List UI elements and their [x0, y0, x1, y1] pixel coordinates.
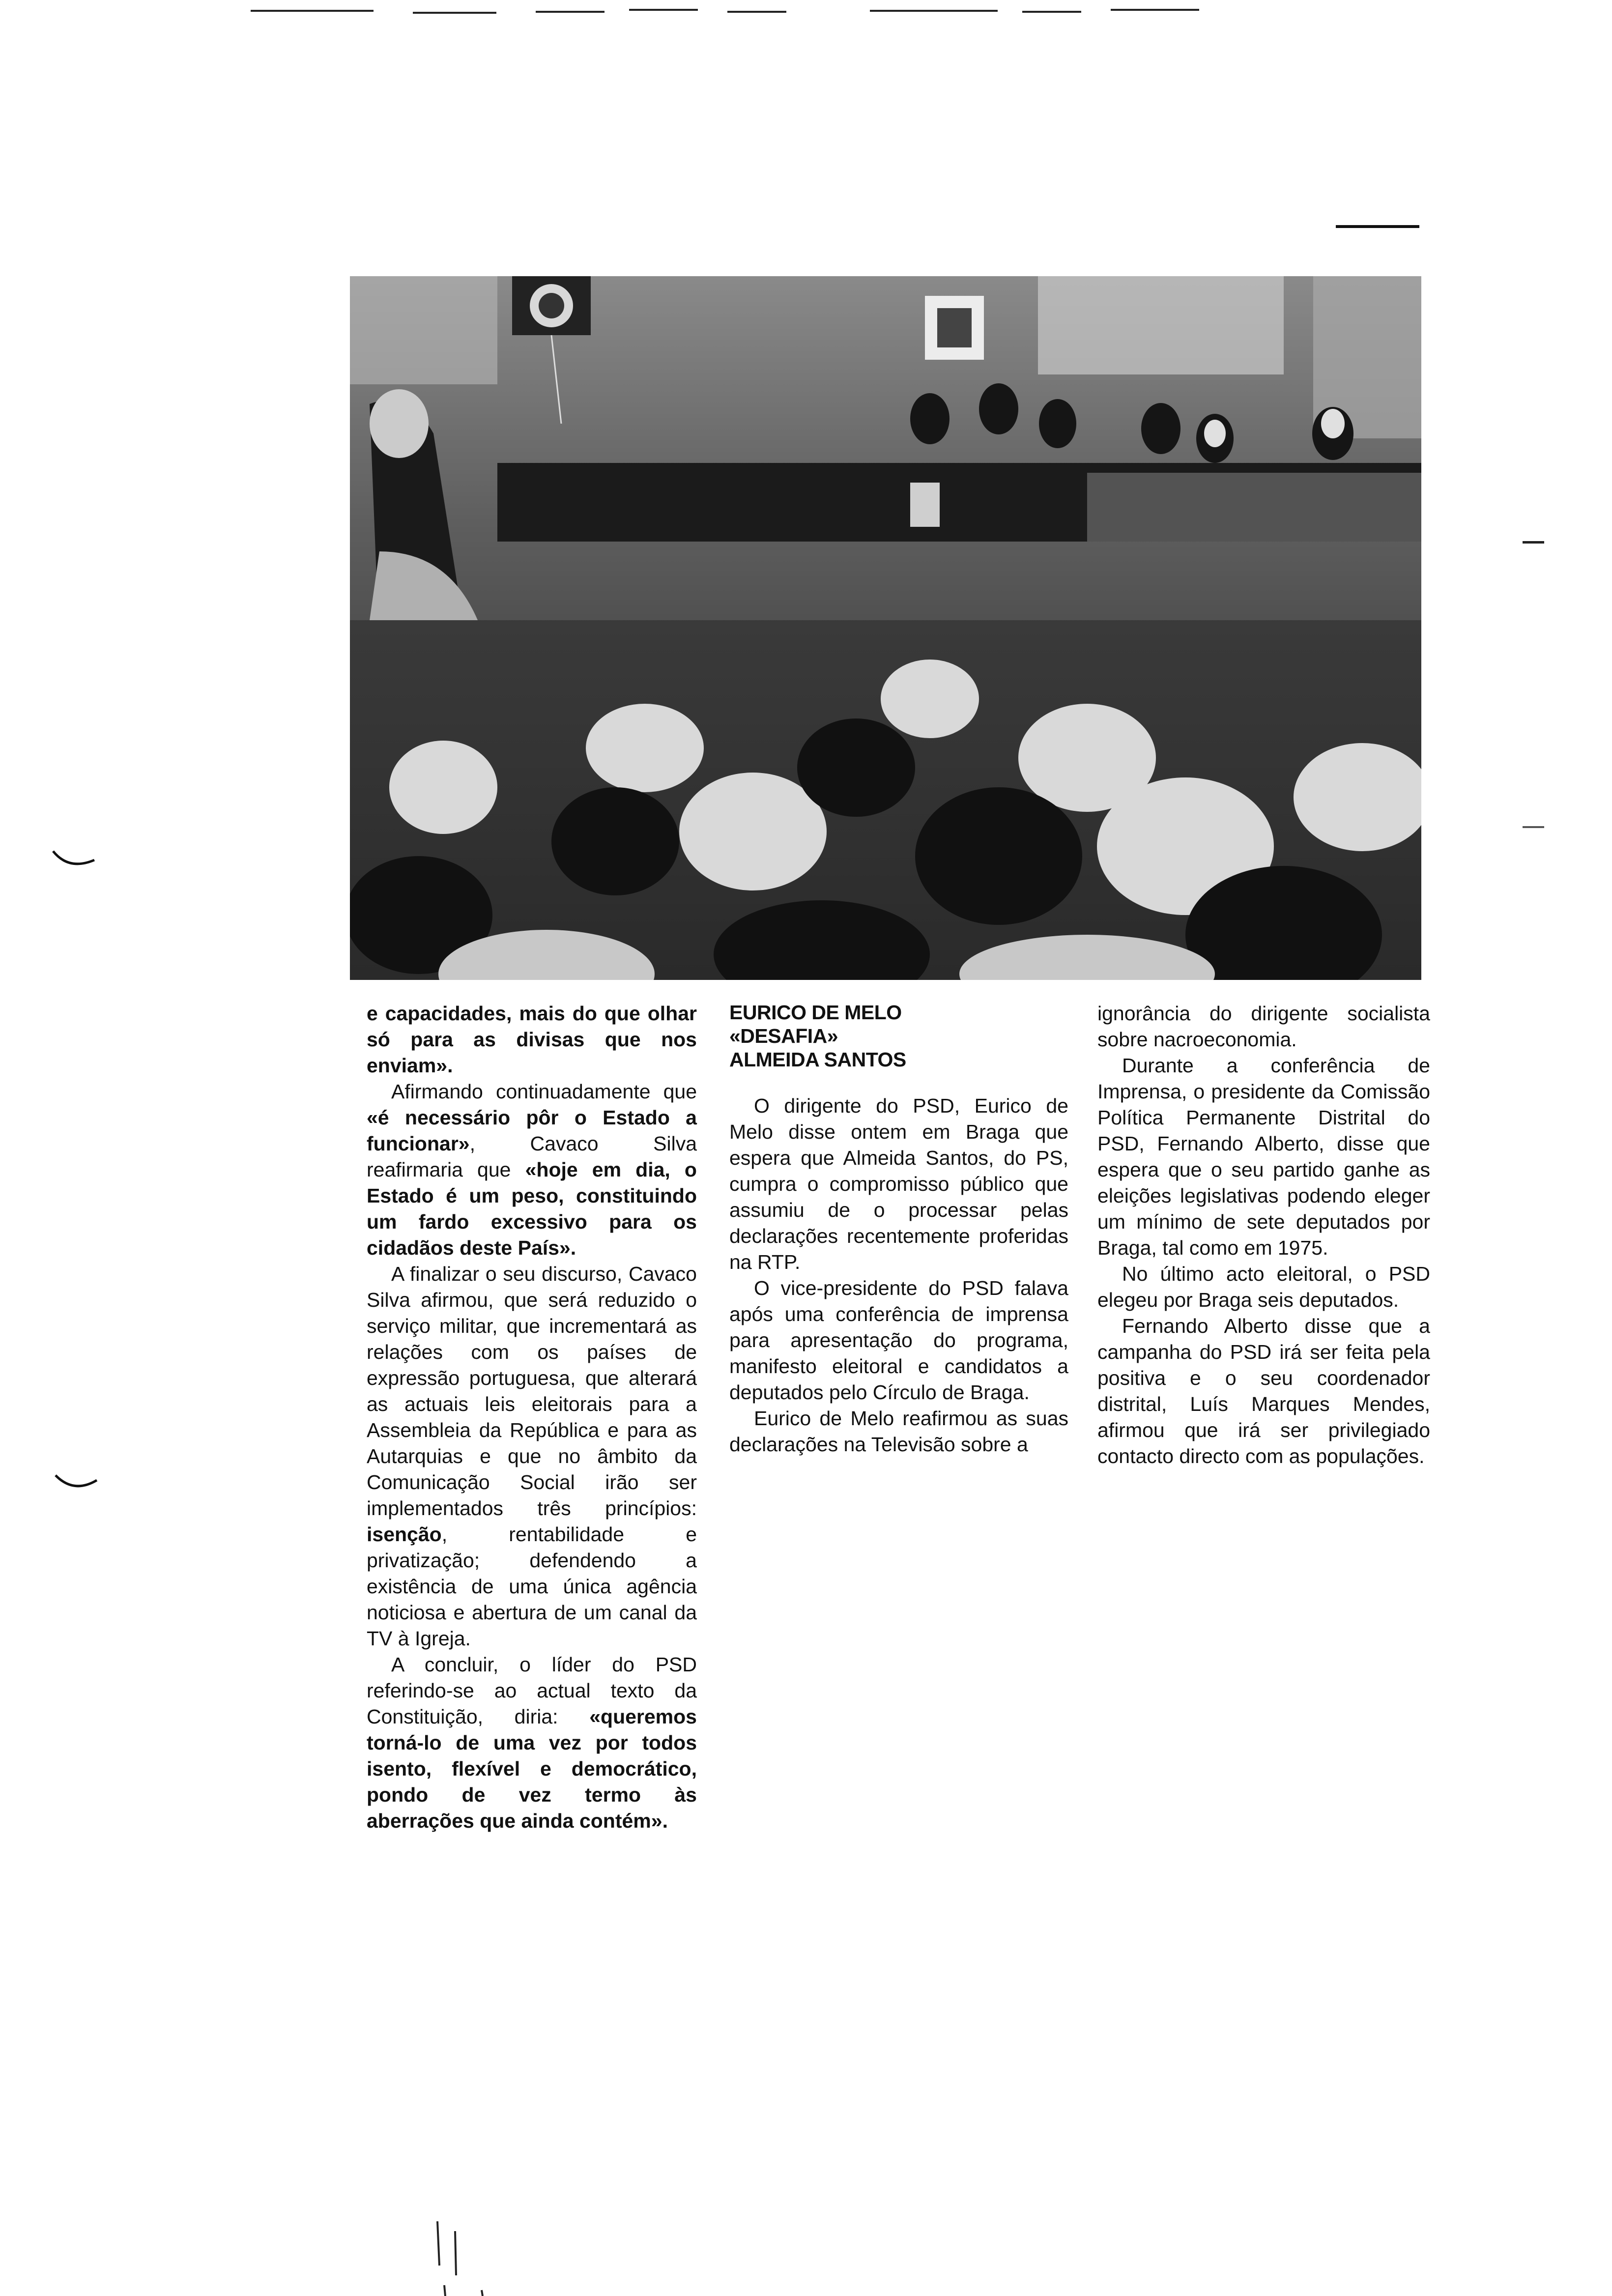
margin-curve-mark — [52, 1469, 101, 1499]
col1-paragraph: e capacidades, mais do que olhar só para as divisas que nos enviam». — [367, 1002, 697, 1077]
section-headline: EURICO DE MELO «DESAFIA» ALMEIDA SANTOS — [729, 1001, 906, 1071]
col3-paragraph: Fernando Alberto disse que a campanha do PSD irá ser feita pela positiva e o seu coordenador distrital, Luís Marques Mendes, afirmou que irá ser privilegiado contacto directo com as populações. — [1097, 1315, 1430, 1467]
col3-paragraph: Durante a conferência de Imprensa, o presidente da Comissão Política Permanente Distrital do PSD, Fernando Alberto, disse que espera que o seu partido ganhe as eleições legislativas podendo eleger um mínimo de sete deputados por Braga, tal como em 1975. — [1097, 1054, 1430, 1259]
col1-paragraph: A concluir, o líder do PSD referindo-se ao actual texto da Constituição, diria: «queremos torná-lo de uma vez por todos isento, flexível e democrático, pondo de vez termo às aberrações que ainda contém». — [367, 1653, 697, 1832]
article-column-1 — [367, 1001, 697, 1834]
col2-paragraph: O vice-presidente do PSD falava após uma conferência de imprensa para apresentação do programa, manifesto eleitoral e candidatos a deputados pelo Círculo de Braga. — [729, 1277, 1068, 1404]
col2-paragraph: O dirigente do PSD, Eurico de Melo disse ontem em Braga que espera que Almeida Santos, do PS, cumpra o compromisso público que assumiu de o processar pelas declarações recentemente proferidas na RTP. — [729, 1094, 1068, 1273]
scan-bottom-marks — [428, 2221, 496, 2296]
margin-dash-right — [1523, 826, 1544, 828]
col2-paragraph: Eurico de Melo reafirmou as suas declarações na Televisão sobre a — [729, 1407, 1068, 1456]
news-photo — [350, 276, 1421, 980]
margin-curve-mark — [49, 845, 98, 875]
col3-paragraph: ignorância do dirigente socialista sobre nacroeconomia. — [1097, 1002, 1430, 1051]
article-column-3 — [1097, 1001, 1430, 1469]
margin-rule-top-right — [1336, 225, 1419, 228]
col1-paragraph: Afirmando continuadamente que «é necessário pôr o Estado a funcionar», Cavaco Silva reafirmaria que «hoje em dia, o Estado é um peso, constituindo um fardo excessivo para os cidadãos deste País». — [367, 1080, 697, 1259]
article-column-2 — [729, 1001, 1068, 1458]
col3-paragraph: No último acto eleitoral, o PSD elegeu por Braga seis deputados. — [1097, 1263, 1430, 1311]
margin-dash-right — [1523, 541, 1544, 544]
scan-top-edge-marks — [0, 0, 1612, 20]
col1-paragraph: A finalizar o seu discurso, Cavaco Silva afirmou, que será reduzido o serviço militar, que incrementará as relações com os países de expressão portuguesa, que alterará as actuais leis eleitorais para a Assembleia da República e para as Autarquias e que no âmbito da Comunicação Social irão ser implementados três princípios: isenção, rentabilidade e privatização; defendendo a existência de uma única agência noticiosa e abertura de um canal da TV à Igreja. — [367, 1263, 697, 1650]
